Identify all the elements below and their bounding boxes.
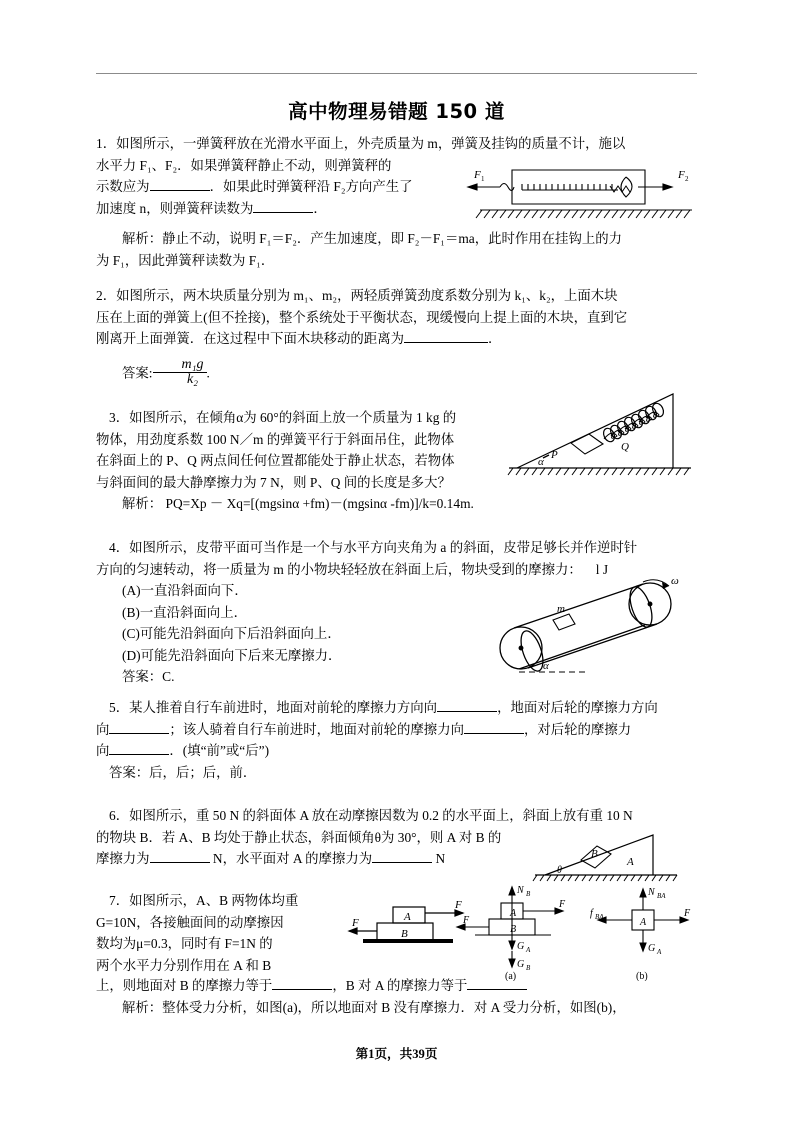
header-rule [96,73,697,74]
problem-2-line-3 [96,328,697,350]
problem-5-line-1 [96,697,697,719]
problem-3-line-1: 3．如图所示，在倾角α为 60°的斜面上放一个质量为 1 kg 的 [109,410,457,425]
figure-incline-spring [505,388,700,486]
blank-field[interactable] [150,862,210,863]
figure-label-fbd-b-f: F [684,908,691,919]
figure-conveyor-belt [495,572,710,677]
figure-label-fbd-a-block-b: B [510,924,517,935]
problem-6-line-3c: N [435,851,446,866]
problem-4-answer: 答案：C. [122,669,175,684]
figure-label-fba: f [590,908,593,919]
problem-4-option-c[interactable]: (C)可能先沿斜面向下后沿斜面向上． [122,626,341,641]
figure-spring-scale [460,160,700,222]
blank-field[interactable] [464,733,524,734]
figure-label-alpha: α [538,456,544,468]
svg-text:1: 1 [481,175,485,183]
problem-5-line-2 [96,719,697,741]
fraction-numerator: m₁g [181,356,204,372]
problem-1-line-3b: ．如果此时弹簧秤沿 F₂方向产生了 [209,179,413,194]
figure-fbd-a [455,883,580,981]
figure-caption-b: (b) [636,971,648,981]
problem-5-line-1b: ，地面对后轮的摩擦力方向 [497,700,658,715]
figure-label-nba: N [648,887,655,898]
problem-5-line-3 [96,740,697,762]
problem-2-line-1: 2．如图所示，两木块质量分别为 m₁、m₂，两轻质弹簧劲度系数分别为 k₁、k₂，上面木块 [96,288,618,303]
problem-6-line-3 [96,848,516,870]
problem-7-line-3: 数均为μ=0.3，同时有 F=1N 的 [96,936,273,951]
problem-5-line-1a: 5．某人推着自行车前进时，地面对前轮的摩擦力方向向 [109,700,438,715]
figure-label-omega: ω [671,575,679,587]
fraction-m1g-over-k2 [153,358,207,388]
problem-1-solution-line-2: 为 F₁，因此弹簧秤读数为 F₁． [96,252,275,268]
problem-6-line-3a: 摩擦力为 [96,851,150,866]
problem-3-solution [96,493,697,515]
figure-label-fbd-b-block-a: A [640,917,647,928]
problem-7-line-2: G=10N，各接触面间的动摩擦因 [96,914,284,930]
blank-field[interactable] [253,212,313,213]
figure-label-force-f-left: F [352,917,359,929]
figure-label-block-b: B [401,928,408,940]
figure-label-f2: F [678,169,685,181]
problem-7-line-1: 7．如图所示，A、B 两物体均重 [109,893,299,908]
blank-field[interactable] [272,989,332,990]
problem-2-answer-label: 答案: [122,364,153,380]
figure-label-fbd-a-f-left: F [463,915,470,926]
figure-label-b: B [591,848,598,860]
figure-label-m: m [557,603,565,615]
problem-5-answer: 答案：后，后；后，前． [109,764,257,780]
blank-field[interactable] [372,862,432,863]
problem-7-line-4: 两个水平力分别作用在 A 和 B [96,957,272,973]
figure-label-force-f-right: F [455,899,462,911]
problem-4-option-b[interactable]: (B)一直沿斜面向上． [122,604,247,620]
svg-text:2: 2 [685,175,689,183]
figure-label-fbd-a-block-a: A [510,908,517,919]
problem-7-tail [96,975,697,1018]
problem-3-line-2: 物体，用劲度系数 100 N／m 的弹簧平行于斜面吊住，此物体 [96,431,455,447]
figure-wedge-block [527,825,692,887]
problem-7-solution: 解析：整体受力分析，如图(a)，所以地面对 B 没有摩擦力．对 A 受力分析，如图(b)， [122,999,626,1015]
figure-blocks-ab [345,895,470,957]
problem-6-line-3b: N，水平面对 A 的摩擦力为 [212,851,373,866]
problem-4-line-2-text: 方向的匀速转动，将一质量为 m 的小物块轻轻放在斜面上后，物块受到的摩擦力： [96,561,582,577]
problem-1-line-2: 水平力 F₁、F₂．如果弹簧秤静止不动，则弹簧秤的 [96,157,392,173]
figure-label-alpha-belt: α [543,660,549,672]
problem-1-solution-line-1: 解析：静止不动，说明 F₁＝F₂．产生加速度，即 F₂－F₁＝ma，此时作用在挂钩上的力 [122,231,623,246]
blank-field[interactable] [109,733,169,734]
problem-1-line-1: 1．如图所示，一弹簧秤放在光滑水平面上，外壳质量为 m，弹簧及挂钩的质量不计，施以 [96,136,626,151]
problem-5 [96,697,697,783]
problem-5-line-2a: 向 [96,721,110,737]
problem-5-line-3b: ．(填“前”或“后”) [169,743,270,758]
svg-text:B: B [526,964,531,972]
problem-5-line-3a: 向 [96,743,110,758]
svg-text:B: B [526,890,531,898]
problem-5-line-2b: ；该人骑着自行车前进时，地面对前轮的摩擦力向 [169,721,464,737]
figure-label-block-a: A [404,911,411,923]
problem-7-line-5a: 上，则地面对 B 的摩擦力等于 [96,978,273,993]
problem-1-line-3a: 示数应为 [96,179,150,194]
problem-4-option-a[interactable]: (A)一直沿斜面向下． [122,583,248,598]
problem-1-line-4a: 加速度 n，则弹簧秤读数为 [96,200,254,216]
problem-4-line-1: 4．如图所示，皮带平面可当作是一个与水平方向夹角为 a 的斜面，皮带足够长并作逆时针 [109,540,638,555]
problem-3-solution-text: 解析： PQ=Xp － Xq=[(mgsinα +fm)－(mgsinα -fm)]/k=0.14m. [122,496,474,511]
blank-field[interactable] [109,754,169,755]
figure-label-ga: G [517,941,525,952]
svg-text:A: A [526,946,531,954]
page-title: 高中物理易错题 150 道 [288,100,505,123]
figure-label-p: P [551,449,558,461]
figure-label-nb: N [517,885,524,896]
problem-2 [96,285,697,389]
svg-text:BA: BA [657,892,666,900]
blank-field[interactable] [467,989,527,990]
problem-4-line-2-tail: l J [595,561,609,577]
figure-label-fbd-b-ga: G [648,943,656,954]
figure-label-gb: G [517,959,525,970]
problem-3 [96,407,496,493]
problem-2-answer-tail: . [206,364,210,380]
svg-text:BA: BA [595,913,604,921]
svg-text:A: A [657,948,662,956]
fraction-denominator: k₂ [153,372,207,388]
problem-7-line-5b: ，B 对 A 的摩擦力等于 [332,978,468,993]
problem-1-line-4b: ． [313,200,327,216]
figure-label-f1: F [474,169,481,181]
blank-field[interactable] [150,190,210,191]
problem-6-line-2: 的物块 B．若 A、B 均处于静止状态，斜面倾角θ为 30°，则 A 对 B 的 [96,829,502,845]
figure-caption-a: (a) [505,971,517,981]
problem-2-answer [96,356,697,389]
figure-label-q: Q [621,441,629,453]
problem-2-line-2: 压在上面的弹簧上(但不拴接)，整个系统处于平衡状态，现缓慢向上提上面的木块，直到它 [96,309,628,325]
problem-2-line-3b: ． [487,331,502,346]
problem-7 [96,890,348,976]
figure-label-a: A [627,856,634,868]
figure-label-fbd-a-f-right: F [559,899,566,910]
problem-3-line-4: 与斜面间的最大静摩擦力为 7 N，则 P、Q 间的长度是多大？ [96,474,451,490]
blank-field[interactable] [404,342,488,343]
problem-6-line-1: 6．如图所示，重 50 N 的斜面体 A 放在动摩擦因数为 0.2 的水平面上，斜面上放有重 10 N [109,808,633,823]
problem-3-line-3: 在斜面上的 P、Q 两点间任何位置都能处于静止状态，若物体 [96,453,455,468]
page-footer: 第1页，共39页 [355,1047,438,1061]
problem-4-option-d[interactable]: (D)可能先沿斜面向下后来无摩擦力． [122,647,342,663]
problem-5-line-2c: ，对后轮的摩擦力 [523,721,632,737]
problem-2-line-3a: 刚离开上面弹簧．在这过程中下面木块移动的距离为 [96,331,404,346]
blank-field[interactable] [437,711,497,712]
figure-label-theta: θ [557,865,562,876]
figure-fbd-b [590,883,705,981]
